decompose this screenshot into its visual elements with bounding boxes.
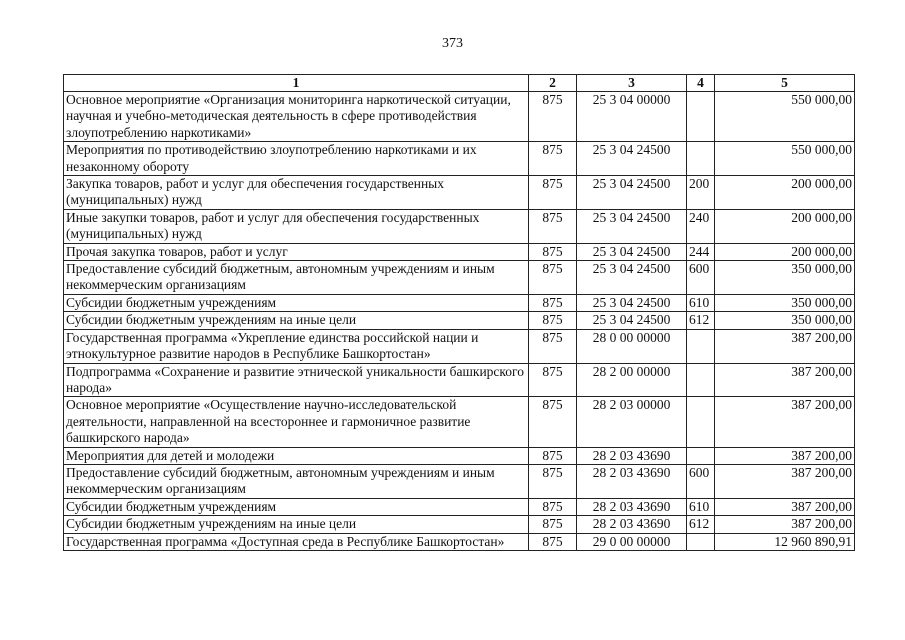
cell-amount: 12 960 890,91 xyxy=(715,533,855,550)
table-row xyxy=(64,533,855,550)
column-header-3: 3 xyxy=(577,75,687,92)
cell-department-code: 875 xyxy=(529,176,577,210)
table-row xyxy=(64,294,855,311)
cell-target-article: 25 3 04 24500 xyxy=(577,261,687,295)
cell-department-code: 875 xyxy=(529,498,577,515)
cell-amount: 350 000,00 xyxy=(715,294,855,311)
cell-target-article: 28 2 00 00000 xyxy=(577,363,687,397)
table-row xyxy=(64,142,855,176)
cell-expense-type: 612 xyxy=(687,312,715,329)
cell-target-article: 25 3 04 24500 xyxy=(577,294,687,311)
column-header-4: 4 xyxy=(687,75,715,92)
cell-department-code: 875 xyxy=(529,243,577,260)
cell-amount: 387 200,00 xyxy=(715,397,855,447)
cell-expense-type xyxy=(687,363,715,397)
cell-name: Основное мероприятие «Организация мониторинга наркотической ситуации, научная и учебно-методическая деятельность в сфере противодействия злоупотреблению наркотиками» xyxy=(64,92,529,142)
page-number: 373 xyxy=(442,36,463,51)
cell-department-code: 875 xyxy=(529,261,577,295)
cell-name: Субсидии бюджетным учреждениям на иные цели xyxy=(64,312,529,329)
cell-target-article: 29 0 00 00000 xyxy=(577,533,687,550)
cell-expense-type: 612 xyxy=(687,516,715,533)
cell-department-code: 875 xyxy=(529,447,577,464)
cell-name: Государственная программа «Укрепление единства российской нации и этнокультурное развитие народов в Республике Башкортостан» xyxy=(64,329,529,363)
table-body xyxy=(64,92,855,551)
cell-department-code: 875 xyxy=(529,312,577,329)
cell-amount: 387 200,00 xyxy=(715,363,855,397)
table-header-row xyxy=(64,75,855,92)
cell-department-code: 875 xyxy=(529,397,577,447)
cell-expense-type: 240 xyxy=(687,209,715,243)
cell-target-article: 28 2 03 00000 xyxy=(577,397,687,447)
cell-amount: 200 000,00 xyxy=(715,209,855,243)
cell-amount: 550 000,00 xyxy=(715,142,855,176)
cell-department-code: 875 xyxy=(529,294,577,311)
cell-name: Субсидии бюджетным учреждениям на иные цели xyxy=(64,516,529,533)
table-row xyxy=(64,464,855,498)
cell-department-code: 875 xyxy=(529,516,577,533)
cell-expense-type: 600 xyxy=(687,464,715,498)
table-row xyxy=(64,176,855,210)
cell-department-code: 875 xyxy=(529,329,577,363)
cell-amount: 387 200,00 xyxy=(715,516,855,533)
cell-name: Мероприятия по противодействию злоупотреблению наркотиками и их незаконному обороту xyxy=(64,142,529,176)
cell-name: Закупка товаров, работ и услуг для обеспечения государственных (муниципальных) нужд xyxy=(64,176,529,210)
cell-target-article: 25 3 04 24500 xyxy=(577,312,687,329)
cell-name: Иные закупки товаров, работ и услуг для обеспечения государственных (муниципальных) нужд xyxy=(64,209,529,243)
cell-amount: 387 200,00 xyxy=(715,447,855,464)
cell-expense-type xyxy=(687,329,715,363)
cell-target-article: 25 3 04 00000 xyxy=(577,92,687,142)
cell-expense-type: 600 xyxy=(687,261,715,295)
column-header-1: 1 xyxy=(64,75,529,92)
cell-name: Предоставление субсидий бюджетным, автономным учреждениям и иным некоммерческим организациям xyxy=(64,261,529,295)
table-row xyxy=(64,261,855,295)
budget-table xyxy=(63,74,855,551)
cell-name: Основное мероприятие «Осуществление научно-исследовательской деятельности, направленной на всестороннее и гармоничное развитие башкирского народа» xyxy=(64,397,529,447)
cell-target-article: 28 2 03 43690 xyxy=(577,447,687,464)
cell-expense-type: 200 xyxy=(687,176,715,210)
cell-department-code: 875 xyxy=(529,363,577,397)
table-row xyxy=(64,312,855,329)
cell-name: Государственная программа «Доступная среда в Республике Башкортостан» xyxy=(64,533,529,550)
column-header-2: 2 xyxy=(529,75,577,92)
cell-amount: 387 200,00 xyxy=(715,498,855,515)
cell-department-code: 875 xyxy=(529,533,577,550)
cell-target-article: 28 2 03 43690 xyxy=(577,498,687,515)
cell-department-code: 875 xyxy=(529,142,577,176)
table-row xyxy=(64,447,855,464)
table-row xyxy=(64,516,855,533)
cell-expense-type xyxy=(687,142,715,176)
cell-expense-type: 244 xyxy=(687,243,715,260)
cell-amount: 200 000,00 xyxy=(715,176,855,210)
cell-amount: 387 200,00 xyxy=(715,464,855,498)
cell-expense-type: 610 xyxy=(687,498,715,515)
table-row xyxy=(64,92,855,142)
cell-name: Подпрограмма «Сохранение и развитие этнической уникальности башкирского народа» xyxy=(64,363,529,397)
column-header-5: 5 xyxy=(715,75,855,92)
cell-target-article: 28 0 00 00000 xyxy=(577,329,687,363)
cell-department-code: 875 xyxy=(529,209,577,243)
cell-expense-type xyxy=(687,397,715,447)
table-row xyxy=(64,363,855,397)
cell-amount: 350 000,00 xyxy=(715,261,855,295)
cell-name: Прочая закупка товаров, работ и услуг xyxy=(64,243,529,260)
cell-department-code: 875 xyxy=(529,92,577,142)
cell-department-code: 875 xyxy=(529,464,577,498)
cell-amount: 200 000,00 xyxy=(715,243,855,260)
cell-expense-type xyxy=(687,92,715,142)
cell-expense-type: 610 xyxy=(687,294,715,311)
cell-target-article: 28 2 03 43690 xyxy=(577,464,687,498)
cell-name: Мероприятия для детей и молодежи xyxy=(64,447,529,464)
table-row xyxy=(64,498,855,515)
table-row xyxy=(64,209,855,243)
cell-name: Субсидии бюджетным учреждениям xyxy=(64,294,529,311)
cell-target-article: 25 3 04 24500 xyxy=(577,142,687,176)
cell-target-article: 25 3 04 24500 xyxy=(577,176,687,210)
cell-target-article: 28 2 03 43690 xyxy=(577,516,687,533)
table-row xyxy=(64,243,855,260)
cell-expense-type xyxy=(687,533,715,550)
table-row xyxy=(64,397,855,447)
cell-expense-type xyxy=(687,447,715,464)
cell-amount: 387 200,00 xyxy=(715,329,855,363)
cell-target-article: 25 3 04 24500 xyxy=(577,209,687,243)
cell-amount: 350 000,00 xyxy=(715,312,855,329)
cell-name: Предоставление субсидий бюджетным, автономным учреждениям и иным некоммерческим организациям xyxy=(64,464,529,498)
cell-amount: 550 000,00 xyxy=(715,92,855,142)
cell-name: Субсидии бюджетным учреждениям xyxy=(64,498,529,515)
cell-target-article: 25 3 04 24500 xyxy=(577,243,687,260)
table-row xyxy=(64,329,855,363)
